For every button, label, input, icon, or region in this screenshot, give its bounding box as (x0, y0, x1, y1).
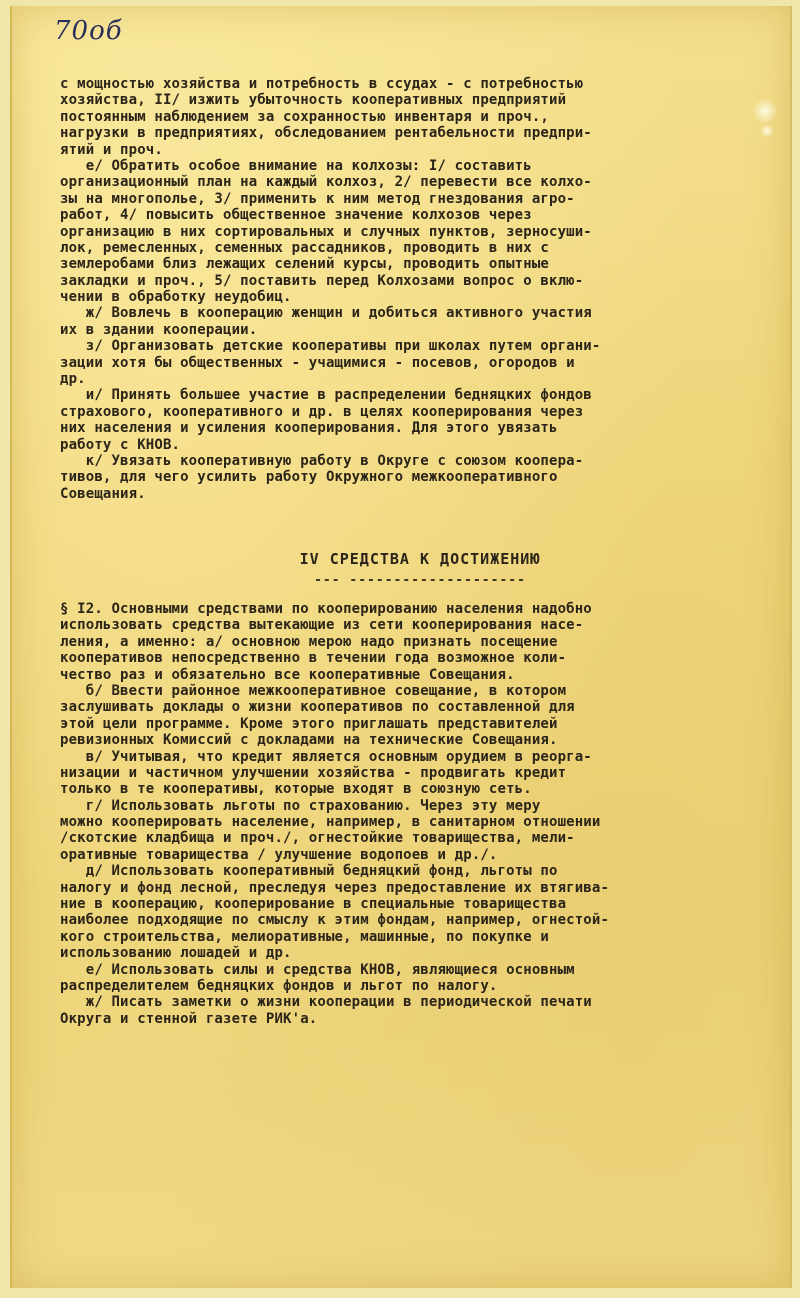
text-line: налогу и фонд лесной, преследуя через предоставление их втягива- (60, 879, 610, 896)
text-line: организацию в них сортировальных и случных пунктов, зерносуши- (60, 223, 592, 240)
text-line: чении в обработку неудобиц. (60, 289, 292, 306)
text-line: ж/ Писать заметки о жизни кооперации в периодической печати (60, 994, 592, 1011)
text-line: чество раз и обязательно все кооперативные Совещания. (60, 666, 515, 683)
text-line: можно кооперировать население, например, в санитарном отношении (60, 814, 601, 831)
text-line: § I2. Основными средствами по кооперированию населения надобно (60, 601, 592, 617)
text-line: к/ Увязать кооперативную работу в Округе с союзом коопера- (60, 452, 584, 469)
text-line: б/ Ввести районное межкооперативное совещание, в котором (60, 682, 567, 699)
section-heading: IV СРЕДСТВА К ДОСТИЖЕНИЮ (299, 550, 541, 568)
text-line: использованию лошадей и др. (60, 945, 292, 962)
heading-underline: --- -------------------- (314, 573, 526, 588)
text-line: них населения и усиления кооперирования. Для этого увязать (60, 420, 558, 437)
text-line: страхового, кооперативного и др. в целях кооперирования через (60, 403, 584, 420)
text-line: Округа и стенной газете РИК'а. (60, 1010, 318, 1027)
document-page (10, 6, 792, 1288)
text-line: этой цели программе. Кроме этого приглашать представителей (60, 715, 558, 732)
text-line: заслушивать доклады о жизни кооперативов по составленной для (60, 699, 575, 716)
text-line: з/ Организовать детские кооперативы при школах путем органи- (60, 338, 601, 355)
text-line: зы на многополье, 3/ применить к ним метод гнездования агро- (60, 190, 575, 207)
paper-stain (752, 98, 778, 124)
text-line: др. (60, 371, 86, 388)
text-line: распределителем бедняцких фондов и льгот по налогу. (60, 977, 498, 994)
text-line: землеробами близ лежащих селений курсы, проводить опытные (60, 256, 549, 273)
text-line: зации хотя бы общественных - учащимися - посевов, огородов и (60, 354, 575, 371)
text-line: ж/ Вовлечь в кооперацию женщин и добиться активного участия (60, 305, 592, 322)
text-line: ревизионных Комиссий с докладами на технические Совещания. (60, 732, 558, 749)
text-line: оративные товарищества / улучшение водопоев и др./. (60, 846, 498, 863)
text-line: их в здании кооперации. (60, 321, 258, 338)
text-line: лок, ремесленных, семенных рассадников, проводить в них с (60, 239, 549, 256)
text-line: работу с КНОВ. (60, 436, 181, 453)
text-line: е/ Обратить особое внимание на колхозы: I/ составить (60, 157, 532, 174)
text-line: нагрузки в предприятиях, обследованием рентабельности предпри- (60, 125, 592, 142)
text-line: только в те кооперативы, которые входят в союзную сеть. (60, 781, 532, 798)
text-line: низации и частичном улучшении хозяйства - продвигать кредит (60, 764, 567, 781)
text-line: постоянным наблюдением за сохранностью инвентаря и проч., (60, 108, 549, 125)
text-line: тивов, для чего усилить работу Окружного межкооперативного (60, 469, 558, 486)
text-line: ние в кооперацию, кооперирование в специальные товарищества (60, 896, 567, 913)
text-line: и/ Принять большее участие в распределении бедняцких фондов (60, 387, 592, 404)
text-line: работ, 4/ повысить общественное значение колхозов через (60, 207, 532, 224)
text-line: ятий и проч. (60, 141, 163, 158)
text-line: кого строительства, мелиоративные, машинные, по покупке и (60, 928, 549, 945)
text-line: д/ Использовать кооперативный бедняцкий фонд, льготы по (60, 863, 558, 880)
text-block-means (60, 601, 609, 1027)
folio-number: 70об (54, 16, 123, 46)
text-line: хозяйства, II/ изжить убыточность кооперативных предприятий (60, 92, 567, 109)
text-line: ления, а именно: а/ основною мерою надо признать посещение (60, 633, 558, 650)
text-line: г/ Использовать льготы по страхованию. Через эту меру (60, 797, 541, 814)
text-line: кооперативов непосредственно в течении года возможное коли- (60, 650, 567, 667)
text-block-goals (60, 76, 600, 502)
text-line: использовать средства вытекающие из сети кооперирования насе- (60, 617, 584, 634)
text-line: в/ Учитывая, что кредит является основным орудием в реорга- (60, 748, 592, 765)
text-line: е/ Использовать силы и средства КНОВ, являющиеся основным (60, 961, 575, 978)
text-line: с мощностью хозяйства и потребность в ссудах - с потребностью (60, 76, 584, 92)
text-line: наиболее подходящие по смыслу к этим фондам, например, огнестой- (60, 912, 610, 929)
text-line: Совещания. (60, 485, 146, 502)
paper-stain (760, 124, 774, 138)
text-line: организационный план на каждый колхоз, 2/ перевести все колхо- (60, 174, 592, 191)
text-line: /скотские кладбища и проч./, огнестойкие товарищества, мели- (60, 830, 575, 847)
text-line: закладки и проч., 5/ поставить перед Колхозами вопрос о вклю- (60, 272, 584, 289)
